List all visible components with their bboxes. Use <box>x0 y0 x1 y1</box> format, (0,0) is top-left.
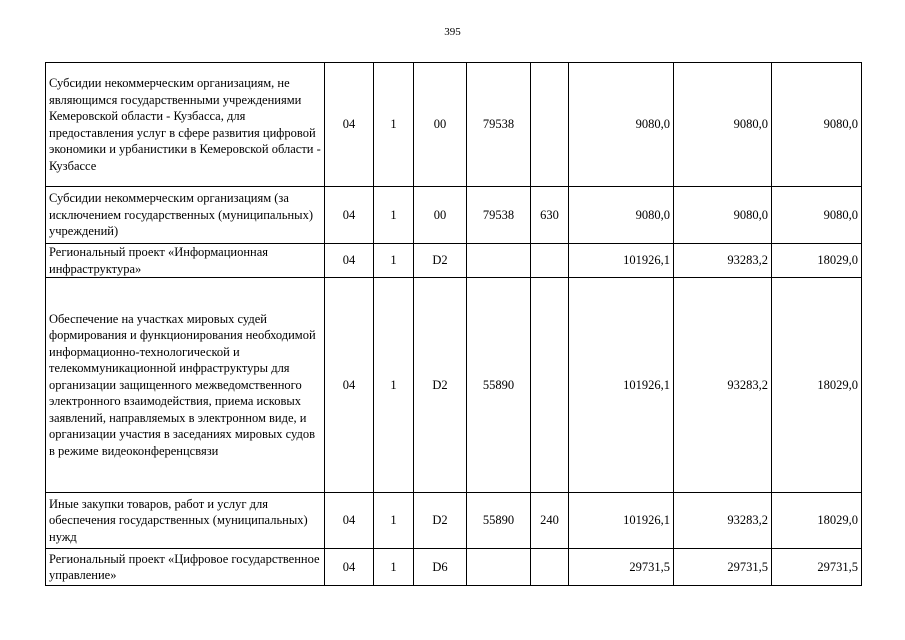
row-name-cell: Субсидии некоммерческим организациям, не являющимся государственными учреждениями Кемеровской области - Кузбасса, для предоставления услуг в сфере развития цифровой экономики и урбанистики в Кемеровской области - Кузбассе <box>46 63 325 187</box>
table-row <box>46 549 862 586</box>
amount-year3-cell: 18029,0 <box>772 244 862 278</box>
subprogram-code-cell: 00 <box>414 187 467 244</box>
subprogram-code-cell: 00 <box>414 63 467 187</box>
expense-type-cell <box>531 244 569 278</box>
amount-year1-cell: 101926,1 <box>569 244 674 278</box>
amount-year1-cell: 9080,0 <box>569 187 674 244</box>
table-row <box>46 244 862 278</box>
section-code-cell: 04 <box>325 278 374 493</box>
row-name-cell: Региональный проект «Цифровое государственное управление» <box>46 549 325 586</box>
amount-year1-cell: 29731,5 <box>569 549 674 586</box>
row-name-cell: Обеспечение на участках мировых судей формирования и функционирования необходимой информационно-технологической и телекоммуникационной инфраструктуры для организации защищенного межведомственного электронного взаимодействия, приема исковых заявлений, направляемых в электронном виде, и организации участия в заседаниях мировых судов в режиме видеоконференцсвязи <box>46 278 325 493</box>
program-code-cell: 1 <box>374 278 414 493</box>
program-code-cell: 1 <box>374 187 414 244</box>
subprogram-code-cell: D2 <box>414 493 467 549</box>
program-code-cell: 1 <box>374 549 414 586</box>
section-code-cell: 04 <box>325 244 374 278</box>
expense-type-cell <box>531 549 569 586</box>
section-code-cell: 04 <box>325 187 374 244</box>
expense-type-cell: 240 <box>531 493 569 549</box>
row-name-cell: Региональный проект «Информационная инфраструктура» <box>46 244 325 278</box>
amount-year1-cell: 101926,1 <box>569 278 674 493</box>
amount-year3-cell: 9080,0 <box>772 63 862 187</box>
amount-year2-cell: 9080,0 <box>674 187 772 244</box>
direction-code-cell: 79538 <box>467 187 531 244</box>
direction-code-cell: 79538 <box>467 63 531 187</box>
row-name-cell: Иные закупки товаров, работ и услуг для обеспечения государственных (муниципальных) нужд <box>46 493 325 549</box>
expense-type-cell <box>531 278 569 493</box>
direction-code-cell: 55890 <box>467 493 531 549</box>
amount-year1-cell: 9080,0 <box>569 63 674 187</box>
amount-year1-cell: 101926,1 <box>569 493 674 549</box>
section-code-cell: 04 <box>325 549 374 586</box>
program-code-cell: 1 <box>374 63 414 187</box>
expense-type-cell: 630 <box>531 187 569 244</box>
program-code-cell: 1 <box>374 244 414 278</box>
amount-year2-cell: 93283,2 <box>674 244 772 278</box>
amount-year2-cell: 93283,2 <box>674 278 772 493</box>
table-row <box>46 278 862 493</box>
expense-type-cell <box>531 63 569 187</box>
table-row <box>46 63 862 187</box>
amount-year2-cell: 9080,0 <box>674 63 772 187</box>
amount-year2-cell: 93283,2 <box>674 493 772 549</box>
direction-code-cell: 55890 <box>467 278 531 493</box>
amount-year2-cell: 29731,5 <box>674 549 772 586</box>
section-code-cell: 04 <box>325 493 374 549</box>
table-body <box>46 63 862 586</box>
table-row <box>46 493 862 549</box>
budget-table <box>45 62 862 586</box>
table-row <box>46 187 862 244</box>
amount-year3-cell: 18029,0 <box>772 493 862 549</box>
subprogram-code-cell: D6 <box>414 549 467 586</box>
direction-code-cell <box>467 549 531 586</box>
row-name-cell: Субсидии некоммерческим организациям (за исключением государственных (муниципальных) учреждений) <box>46 187 325 244</box>
section-code-cell: 04 <box>325 63 374 187</box>
subprogram-code-cell: D2 <box>414 278 467 493</box>
amount-year3-cell: 18029,0 <box>772 278 862 493</box>
amount-year3-cell: 29731,5 <box>772 549 862 586</box>
program-code-cell: 1 <box>374 493 414 549</box>
direction-code-cell <box>467 244 531 278</box>
page-number: 395 <box>444 26 461 38</box>
subprogram-code-cell: D2 <box>414 244 467 278</box>
amount-year3-cell: 9080,0 <box>772 187 862 244</box>
